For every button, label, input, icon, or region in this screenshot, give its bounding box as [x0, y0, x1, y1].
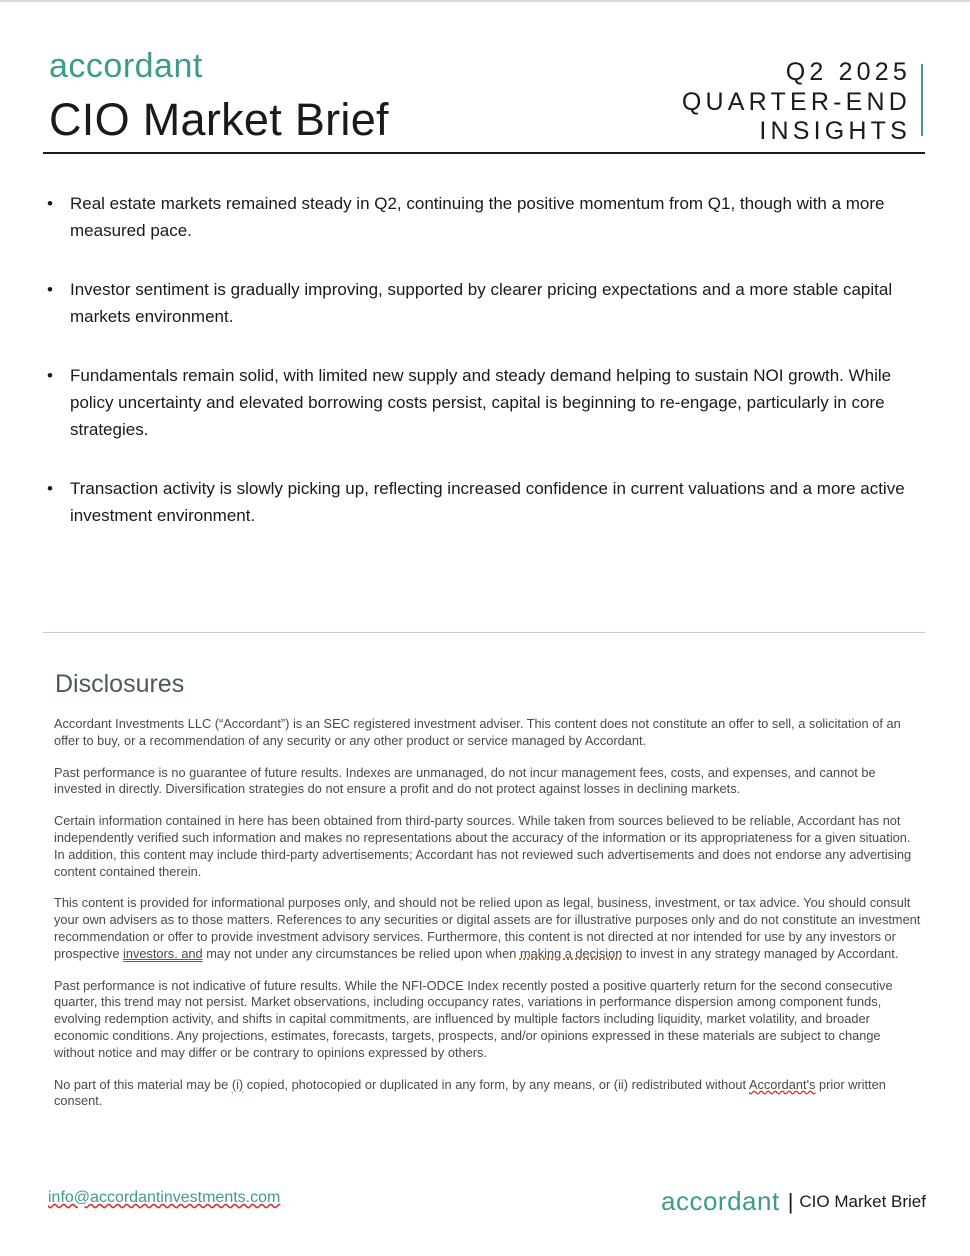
disclosure-paragraph: Certain information contained in here has been obtained from third-party sources. While taken from sources believed to be reliable, Accordant has not independently verified such information and makes no representations about the accuracy of the information or its appropriateness for a given situation. In addition, this content may include third-party advertisements; Accordant has not reviewed such advertisements and does not endorse any advertising content contained therein.	[54, 813, 912, 879]
footer-logo: accordant	[661, 1186, 780, 1216]
disclosures-heading: Disclosures	[55, 670, 185, 698]
list-item	[46, 276, 906, 330]
disclosure-paragraph: Accordant Investments LLC (“Accordant”) is an SEC registered investment adviser. This content does not constitute an offer to sell, a solicitation of an offer to buy, or a recommendation of any security or any other product or service managed by Accordant.	[54, 716, 901, 748]
bullet-icon: •	[47, 280, 53, 299]
disclosure-paragraph: Past performance is not indicative of future results. While the NFI-ODCE Index recently posted a positive quarterly return for the second consecutive quarter, this trend may not persist. Market observations, including occupancy rates, variations in performance dispersion among component funds, evolving redemption activity, and shifts in capital commitments, are influenced by multiple factors including liquidity, market volatility, and broader economic conditions. Any projections, estimates, forecasts, targets, prospects, and/or opinions expressed in these materials are subject to change without notice and may differ or be contrary to opinions expressed by others.	[54, 977, 893, 1060]
footer-branding	[661, 1186, 926, 1217]
brand-logo: accordant	[49, 47, 203, 85]
list-item	[46, 190, 906, 244]
subtitle-line-1: QUARTER-END	[681, 87, 911, 116]
subtitle-line-2: INSIGHTS	[759, 117, 911, 145]
list-item	[46, 362, 906, 443]
quarter-block	[682, 58, 911, 147]
bullet-icon: •	[47, 366, 53, 385]
text-run: copied, photocopied or duplicated in any form, by any means, or (ii) redistributed without	[243, 1076, 749, 1092]
footer-label: CIO Market Brief	[799, 1191, 926, 1211]
text-run: prior written consent.	[54, 1076, 886, 1109]
header-divider	[43, 152, 925, 154]
list-item-text: Transaction activity is slowly picking up, reflecting increased confidence in current valuations and a more active investment environment.	[70, 479, 905, 525]
text-run: This content is provided for informational purposes only, and should not be relied upon as legal, business, investment, or tax advice. You should consult your own advisers as to those matters. References to any securities or digital assets are for illustrative purposes only and do not constitute an investment recommendation or offer to provide investment advisory services. Furthermore, this content is not directed at nor intended for use by any investors or prospective	[54, 895, 921, 961]
text-run: to invest in any strategy managed by Accordant.	[622, 945, 899, 961]
list-item-text: Real estate markets remained steady in Q2, continuing the positive momentum from Q1, though with a more measured pace.	[70, 194, 885, 240]
grammar-flagged-text[interactable]: investors. and	[123, 945, 203, 961]
quarter-label: Q2 2025	[785, 58, 911, 86]
disclosures-body	[54, 716, 924, 1125]
list-item	[46, 475, 906, 529]
section-divider	[43, 632, 925, 633]
footer-separator: |	[787, 1188, 794, 1214]
page-title: CIO Market Brief	[49, 94, 389, 145]
disclosure-paragraph	[54, 1077, 924, 1111]
spelling-flagged-text[interactable]: Accordant's	[748, 1076, 816, 1092]
text-run: No part of this material may be	[54, 1076, 232, 1092]
bullet-icon: •	[47, 479, 53, 498]
list-item-text: Fundamentals remain solid, with limited new supply and steady demand helping to sustain NOI growth. While policy uncertainty and elevated borrowing costs persist, capital is beginning to re-engage, particularly in core strategies.	[70, 366, 892, 439]
spelling-flagged-text[interactable]: (i)	[231, 1076, 244, 1092]
disclosure-paragraph: Past performance is no guarantee of future results. Indexes are unmanaged, do not incur management fees, costs, and expenses, and cannot be invested in directly. Diversification strategies do not ensure a profit and do not protect against losses in declining markets.	[54, 764, 876, 797]
style-flagged-text[interactable]: making a decision	[519, 945, 623, 961]
list-item-text: Investor sentiment is gradually improving, supported by clearer pricing expectations and a more stable capital markets environment.	[70, 280, 893, 326]
text-run: may not under any circumstances be relied upon when	[202, 945, 520, 961]
page-top-border	[0, 0, 970, 2]
accent-bar	[921, 64, 923, 136]
disclosure-paragraph	[54, 895, 924, 962]
bullet-icon: •	[47, 194, 53, 213]
contact-email-link[interactable]: info@accordantinvestments.com	[48, 1189, 281, 1206]
key-points-list	[46, 190, 906, 561]
